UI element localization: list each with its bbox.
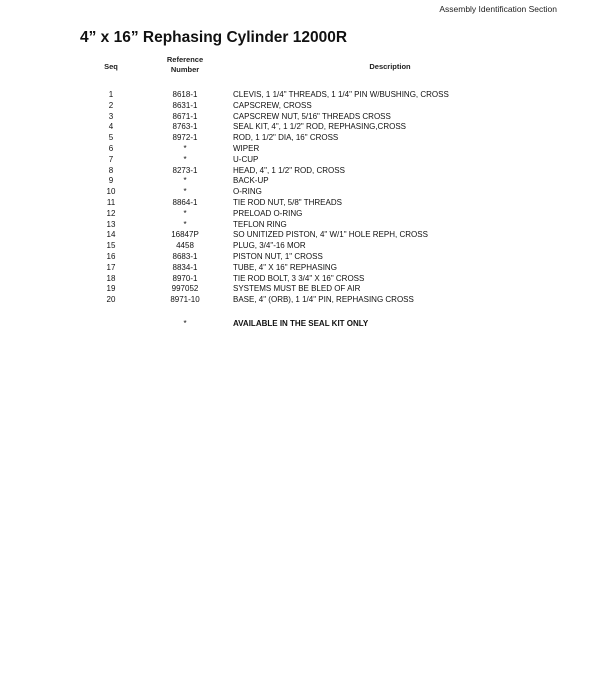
parts-table: [0, 90, 593, 306]
table-row: [0, 112, 593, 123]
column-header-description: Description: [369, 62, 411, 71]
row-seq: 8: [108, 165, 114, 175]
table-row: [0, 155, 593, 166]
table-row: [0, 198, 593, 209]
table-row: [0, 252, 593, 263]
row-description: CLEVIS, 1 1/4" THREADS, 1 1/4" PIN W/BUSHING, CROSS: [233, 90, 449, 99]
table-row: [0, 274, 593, 285]
footnote-mark: *: [183, 319, 187, 328]
section-label: Assembly Identification Section: [439, 4, 557, 14]
row-seq: 15: [106, 241, 116, 251]
table-row: [0, 230, 593, 241]
row-description: BASE, 4" (ORB), 1 1/4" PIN, REPHASING CROSS: [233, 295, 414, 305]
row-description: U-CUP: [233, 154, 259, 164]
row-description: CAPSCREW, CROSS: [233, 100, 312, 110]
row-seq: 7: [108, 154, 114, 164]
row-reference: 997052: [171, 284, 199, 294]
table-row: [0, 209, 593, 220]
row-description: SYSTEMS MUST BE BLED OF AIR: [233, 284, 361, 294]
row-reference: 4458: [176, 241, 194, 251]
table-row: [0, 133, 593, 144]
row-description: PRELOAD O-RING: [233, 208, 303, 218]
column-header-reference: Reference Number: [166, 55, 204, 74]
row-description: TEFLON RING: [233, 219, 287, 229]
row-reference: 8671-1: [172, 111, 198, 121]
row-seq: 20: [106, 295, 116, 305]
row-description: TUBE, 4" X 16" REPHASING: [233, 262, 337, 272]
row-description: ROD, 1 1/2" DIA, 16" CROSS: [233, 133, 339, 143]
row-description: HEAD, 4", 1 1/2" ROD, CROSS: [233, 165, 345, 175]
row-seq: 6: [108, 143, 114, 153]
page-title: 4” x 16” Rephasing Cylinder 12000R: [80, 29, 348, 46]
row-reference: 8834-1: [172, 262, 198, 272]
row-reference: 8864-1: [172, 197, 198, 207]
row-seq: 5: [108, 133, 114, 143]
row-seq: 19: [106, 284, 116, 294]
table-row: [0, 122, 593, 133]
row-seq: 18: [106, 273, 116, 283]
row-seq: 10: [106, 187, 116, 197]
table-row: [0, 220, 593, 231]
row-description: O-RING: [233, 187, 262, 197]
row-reference: *: [183, 176, 187, 186]
table-row: [0, 263, 593, 274]
row-reference: 8972-1: [172, 133, 198, 143]
row-seq: 3: [108, 111, 114, 121]
row-seq: 13: [106, 219, 116, 229]
row-seq: 17: [106, 262, 116, 272]
row-reference: *: [183, 208, 187, 218]
row-seq: 16: [106, 251, 116, 261]
row-reference: 16847P: [171, 230, 199, 240]
row-description: SEAL KIT, 4", 1 1/2" ROD, REPHASING,CROSS: [233, 122, 406, 132]
row-reference: *: [183, 154, 187, 164]
row-description: SO UNITIZED PISTON, 4" W/1" HOLE REPH, CROSS: [233, 230, 428, 240]
row-description: PLUG, 3/4"-16 MOR: [233, 241, 306, 251]
table-row: [0, 101, 593, 112]
row-reference: *: [183, 187, 187, 197]
row-description: TIE ROD NUT, 5/8" THREADS: [233, 197, 342, 207]
row-reference: 8683-1: [172, 251, 198, 261]
row-description: BACK-UP: [233, 176, 269, 186]
row-seq: 4: [108, 122, 114, 132]
table-row: [0, 90, 593, 101]
column-header-seq: Seq: [104, 62, 118, 71]
table-row: [0, 144, 593, 155]
row-seq: 11: [106, 197, 116, 207]
row-description: PISTON NUT, 1" CROSS: [233, 251, 323, 261]
row-reference: 8631-1: [172, 100, 198, 110]
table-row: [0, 176, 593, 187]
table-row: [0, 241, 593, 252]
table-row: [0, 295, 593, 306]
row-seq: 12: [106, 208, 116, 218]
table-row: [0, 284, 593, 295]
row-seq: 2: [108, 100, 114, 110]
row-reference: 8273-1: [172, 165, 198, 175]
row-reference: 8970-1: [172, 273, 198, 283]
footnote-text: AVAILABLE IN THE SEAL KIT ONLY: [233, 319, 369, 328]
row-description: WIPER: [233, 143, 260, 153]
row-reference: 8971-10: [170, 295, 200, 305]
row-reference: *: [183, 143, 187, 153]
row-reference: *: [183, 219, 187, 229]
row-description: CAPSCREW NUT, 5/16" THREADS CROSS: [233, 111, 391, 121]
row-seq: 14: [106, 230, 116, 240]
row-description: TIE ROD BOLT, 3 3/4" X 16" CROSS: [233, 273, 365, 283]
row-reference: 8618-1: [172, 90, 198, 99]
table-row: [0, 187, 593, 198]
row-reference: 8763-1: [172, 122, 198, 132]
row-seq: 9: [108, 176, 114, 186]
table-row: [0, 166, 593, 177]
row-seq: 1: [108, 90, 114, 99]
